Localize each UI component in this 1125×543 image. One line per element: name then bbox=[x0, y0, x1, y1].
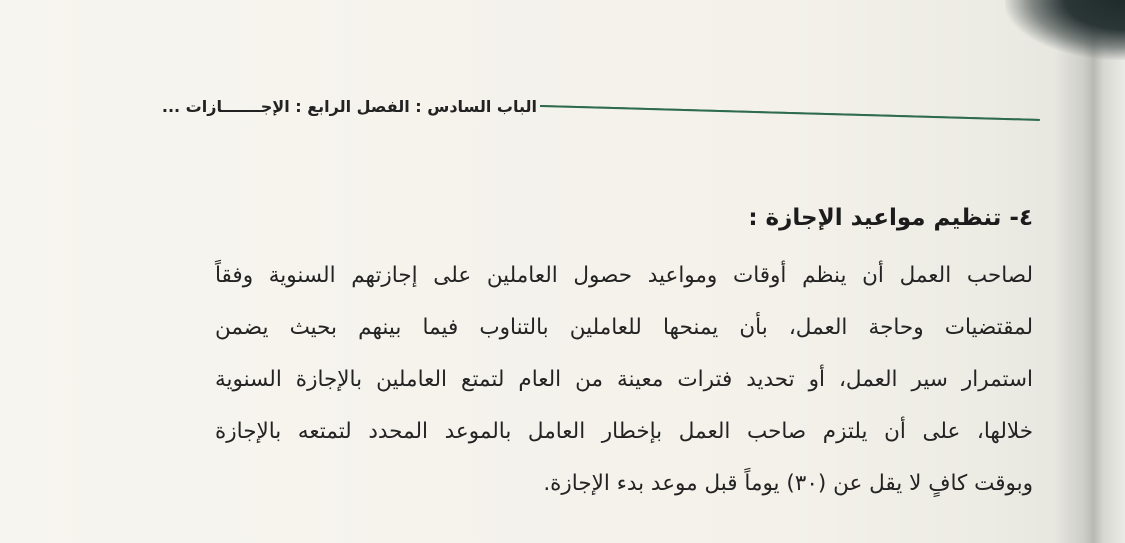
paragraph-line: استمرار سير العمل، أو تحديد فترات معينة من العام لتمتع العاملين بالإجازة السنوية bbox=[215, 367, 1033, 392]
running-header-title: الباب السادس : الفصل الرابع : الإجـــــــازات ... bbox=[161, 97, 537, 116]
paragraph-line: لمقتضيات وحاجة العمل، بأن يمنحها للعاملين بالتناوب فيما بينهم بحيث يضمن bbox=[215, 315, 1033, 340]
paragraph-line: خلالها، على أن يلتزم صاحب العمل بإخطار العامل بالموعد المحدد لتمتعه بالإجازة bbox=[215, 419, 1033, 444]
header-rule bbox=[540, 105, 1040, 121]
section-content bbox=[215, 200, 1033, 510]
paragraph-line: وبوقت كافٍ لا يقل عن (٣٠) يوماً قبل موعد بدء الإجازة. bbox=[543, 471, 1033, 496]
page-corner-shadow bbox=[1005, 0, 1125, 60]
book-gutter bbox=[1055, 0, 1125, 543]
paragraph-line: لصاحب العمل أن ينظم أوقات ومواعيد حصول العاملين على إجازتهم السنوية وفقاً bbox=[215, 263, 1033, 288]
running-header bbox=[100, 95, 1040, 125]
section-title: ٤- تنظيم مواعيد الإجازة : bbox=[748, 205, 1033, 231]
